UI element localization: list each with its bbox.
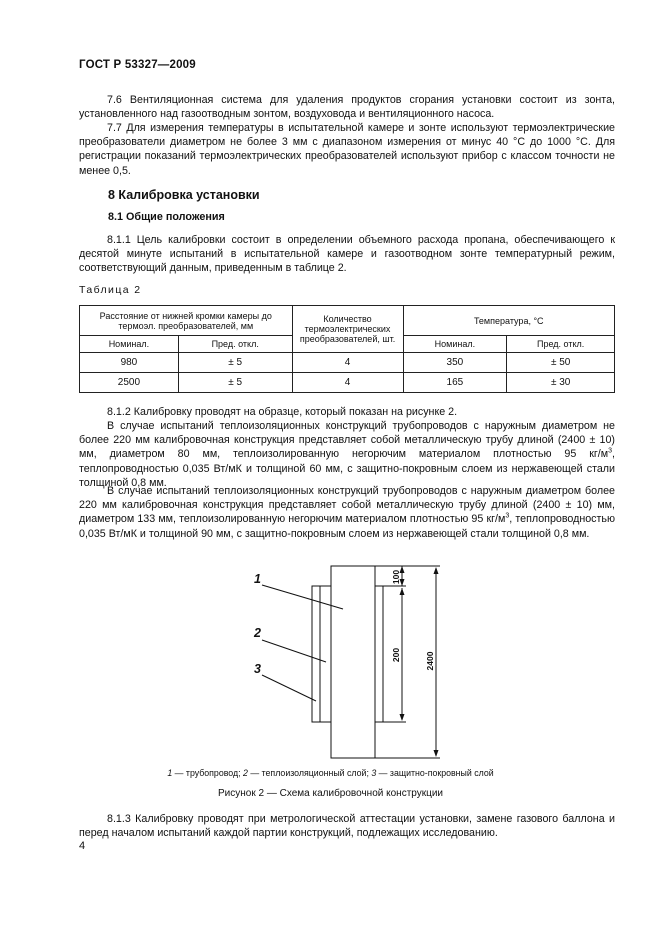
figure-legend <box>0 768 661 778</box>
paragraph-7-7: 7.7 Для измерения температуры в испытательной камере и зонте используют термоэлектрические преобразователи диаметром не более 3 мм с диапазоном измерения от минус 40 °С до 1000 °С. Для регистрации показаний термоэлектрических преобразователей используют прибор с классом точности не менее 0,5. <box>79 122 615 177</box>
figure-label-3: 3 <box>254 662 261 676</box>
cell-temp-nominal: 165 <box>403 373 507 393</box>
arrow-2400-bottom <box>434 750 439 757</box>
header-distance: Расстояние от нижней кромки камеры до термоэл. преобразователей, мм <box>80 306 293 336</box>
subheader-dist-nominal: Номинал. <box>80 336 179 353</box>
dim-label-100: 100 <box>391 569 401 585</box>
superscript: 3 <box>505 512 510 520</box>
arrow-200-bottom <box>400 714 405 721</box>
legend-number: 1 <box>167 768 173 778</box>
paragraph-8-1-2: 8.1.2 Калибровку проводят на образце, который показан на рисунке 2. <box>107 406 458 418</box>
cell-temp-deviation: ± 50 <box>507 353 615 373</box>
dim-label-2400: 2400 <box>425 651 435 671</box>
subheader-temp-deviation: Пред. откл. <box>507 336 615 353</box>
paragraph-8-1-1: 8.1.1 Цель калибровки состоит в определении объемного расхода пропана, обеспечивающего к десятой минуте испытаний в испытательной камере и газоотводном зонте температурный режим, соответствующий данным, приведенным в таблице 2. <box>79 234 615 275</box>
inner-layer-shape <box>375 586 383 722</box>
legend-text: — защитно-покровный слой <box>376 768 494 778</box>
legend-number: 2 <box>243 768 248 778</box>
table-2 <box>79 305 615 393</box>
arrow-2400-top <box>434 567 439 574</box>
leader-line-3 <box>262 675 316 701</box>
table-header-row <box>80 306 615 336</box>
cell-count: 4 <box>292 353 403 373</box>
cell-temp-nominal: 350 <box>403 353 507 373</box>
section-8-1-title: 8.1 Общие положения <box>108 211 225 223</box>
legend-text: — трубопровод; <box>172 768 244 778</box>
cell-dist-nominal: 2500 <box>80 373 179 393</box>
paragraph-case-1-text-end: , теплопроводностью 0,035 Вт/мК и толщиной 60 мм, с защитно-покровным слоем из нержавеющей стали толщиной 0,8 мм. <box>79 448 615 489</box>
subheader-temp-nominal: Номинал. <box>403 336 507 353</box>
table-row <box>80 353 615 373</box>
paragraph-8-1-3: 8.1.3 Калибровку проводят при метрологической аттестации установки, замене газового баллона и перед началом испытаний каждой партии конструкций, подлежащих исследованию. <box>79 813 615 840</box>
legend-text: — теплоизоляционный слой; <box>247 768 372 778</box>
pipe-shape <box>331 566 375 758</box>
cover-layer-shape <box>312 586 320 722</box>
section-8-title: 8 Калибровка установки <box>108 188 260 202</box>
insulation-layer-shape <box>320 586 331 722</box>
subheader-dist-deviation: Пред. откл. <box>178 336 292 353</box>
cell-dist-deviation: ± 5 <box>178 373 292 393</box>
table-row <box>80 373 615 393</box>
paragraph-case-1-text: В случае испытаний теплоизоляционных конструкций трубопроводов с наружным диаметром не более 220 мм калибровочная конструкция представляет собой металлическую трубу длиной (2400 ± 10) мм, диаметром 80 мм, теплоизолированную негорючим материалом плотностью 95 кг/м <box>79 420 615 461</box>
cell-dist-nominal: 980 <box>80 353 179 373</box>
legend-number: 3 <box>371 768 377 778</box>
figure-label-1: 1 <box>254 572 261 586</box>
cell-dist-deviation: ± 5 <box>178 353 292 373</box>
arrow-200-top <box>400 588 405 595</box>
page-number: 4 <box>79 840 86 852</box>
superscript: 3 <box>608 447 613 455</box>
figure-2-schematic <box>0 560 661 766</box>
paragraph-7-6: 7.6 Вентиляционная система для удаления продуктов сгорания установки состоит из зонта, установленного над газоотводным зонтом, воздуховода и вентиляционного насоса. <box>79 94 615 121</box>
paragraph-case-2 <box>79 484 615 541</box>
paragraph-case-1 <box>79 419 615 490</box>
figure-label-2: 2 <box>254 626 261 640</box>
header-temperature: Температура, °С <box>403 306 615 336</box>
table-caption: Таблица 2 <box>79 284 142 296</box>
dim-label-200: 200 <box>391 647 401 663</box>
cell-temp-deviation: ± 30 <box>507 373 615 393</box>
header-count: Количество термоэлектрических преобразователей, шт. <box>292 306 403 353</box>
leader-line-2 <box>262 640 326 662</box>
paragraph-case-2-text: В случае испытаний теплоизоляционных конструкций трубопроводов с наружным диаметром более 220 мм калибровочная конструкция представляет собой металлическую трубу длиной (2400 ± 10) мм, диаметром 133 мм, теплоизолированную негорючим материалом плотностью 95 кг/м <box>79 485 615 526</box>
paragraph-case-2-text-end: , теплопроводностью 0,035 Вт/мК и толщиной 90 мм, с защитно-покровным слоем из нержавеющей стали толщиной 0,8 мм. <box>79 513 616 540</box>
cell-count: 4 <box>292 373 403 393</box>
document-header: ГОСТ Р 53327—2009 <box>79 59 196 71</box>
figure-caption: Рисунок 2 — Схема калибровочной конструкции <box>218 788 443 799</box>
